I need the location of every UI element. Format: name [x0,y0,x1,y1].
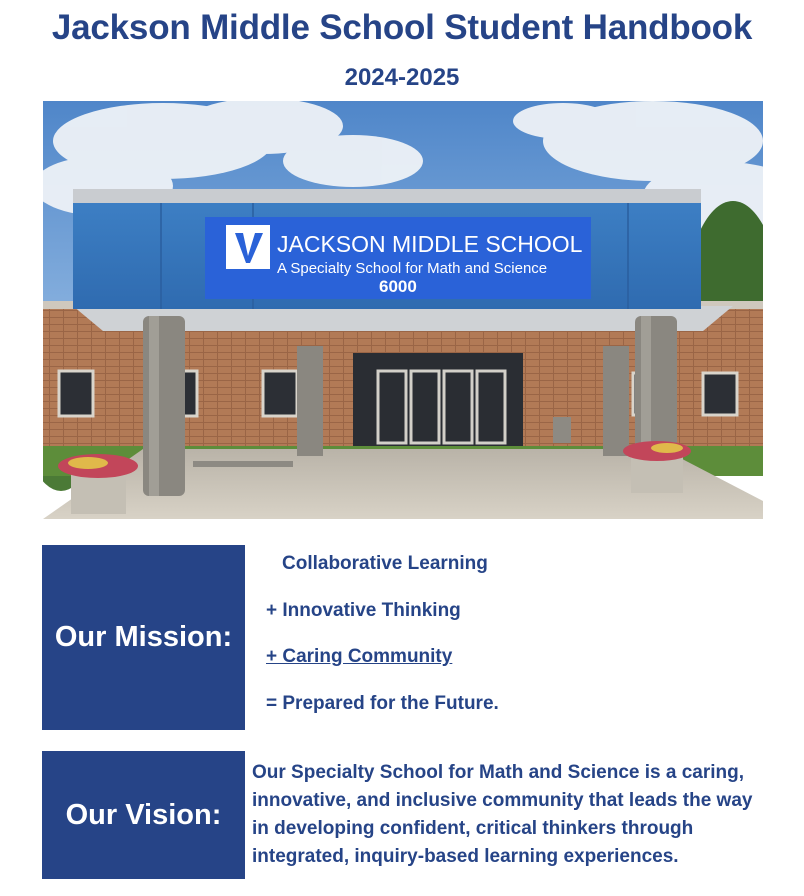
mission-line: + Caring Community [266,646,453,667]
sign-line2: A Specialty School for Math and Science [277,260,548,277]
mission-line: Collaborative Learning [282,553,488,574]
page-title: Jackson Middle School Student Handbook [51,8,753,47]
sign-number: 6000 [379,277,417,296]
mission-line: + Innovative Thinking [266,600,461,621]
mission-label-box [42,545,245,730]
school-photo [43,101,763,519]
vision-label-box [42,751,245,879]
school-year: 2024-2025 [344,64,460,91]
vision-label: Our Vision: [65,798,222,831]
vision-statement: Our Specialty School for Math and Science is a caring, innovative, and inclusive community that leads the way in developing confident, critical thinkers through integrated, inquiry-based learning experiences. [252,762,753,867]
mission-label: Our Mission: [54,621,233,653]
sign-line1: JACKSON MIDDLE SCHOOL [277,231,583,257]
mission-line: = Prepared for the Future. [266,693,499,714]
